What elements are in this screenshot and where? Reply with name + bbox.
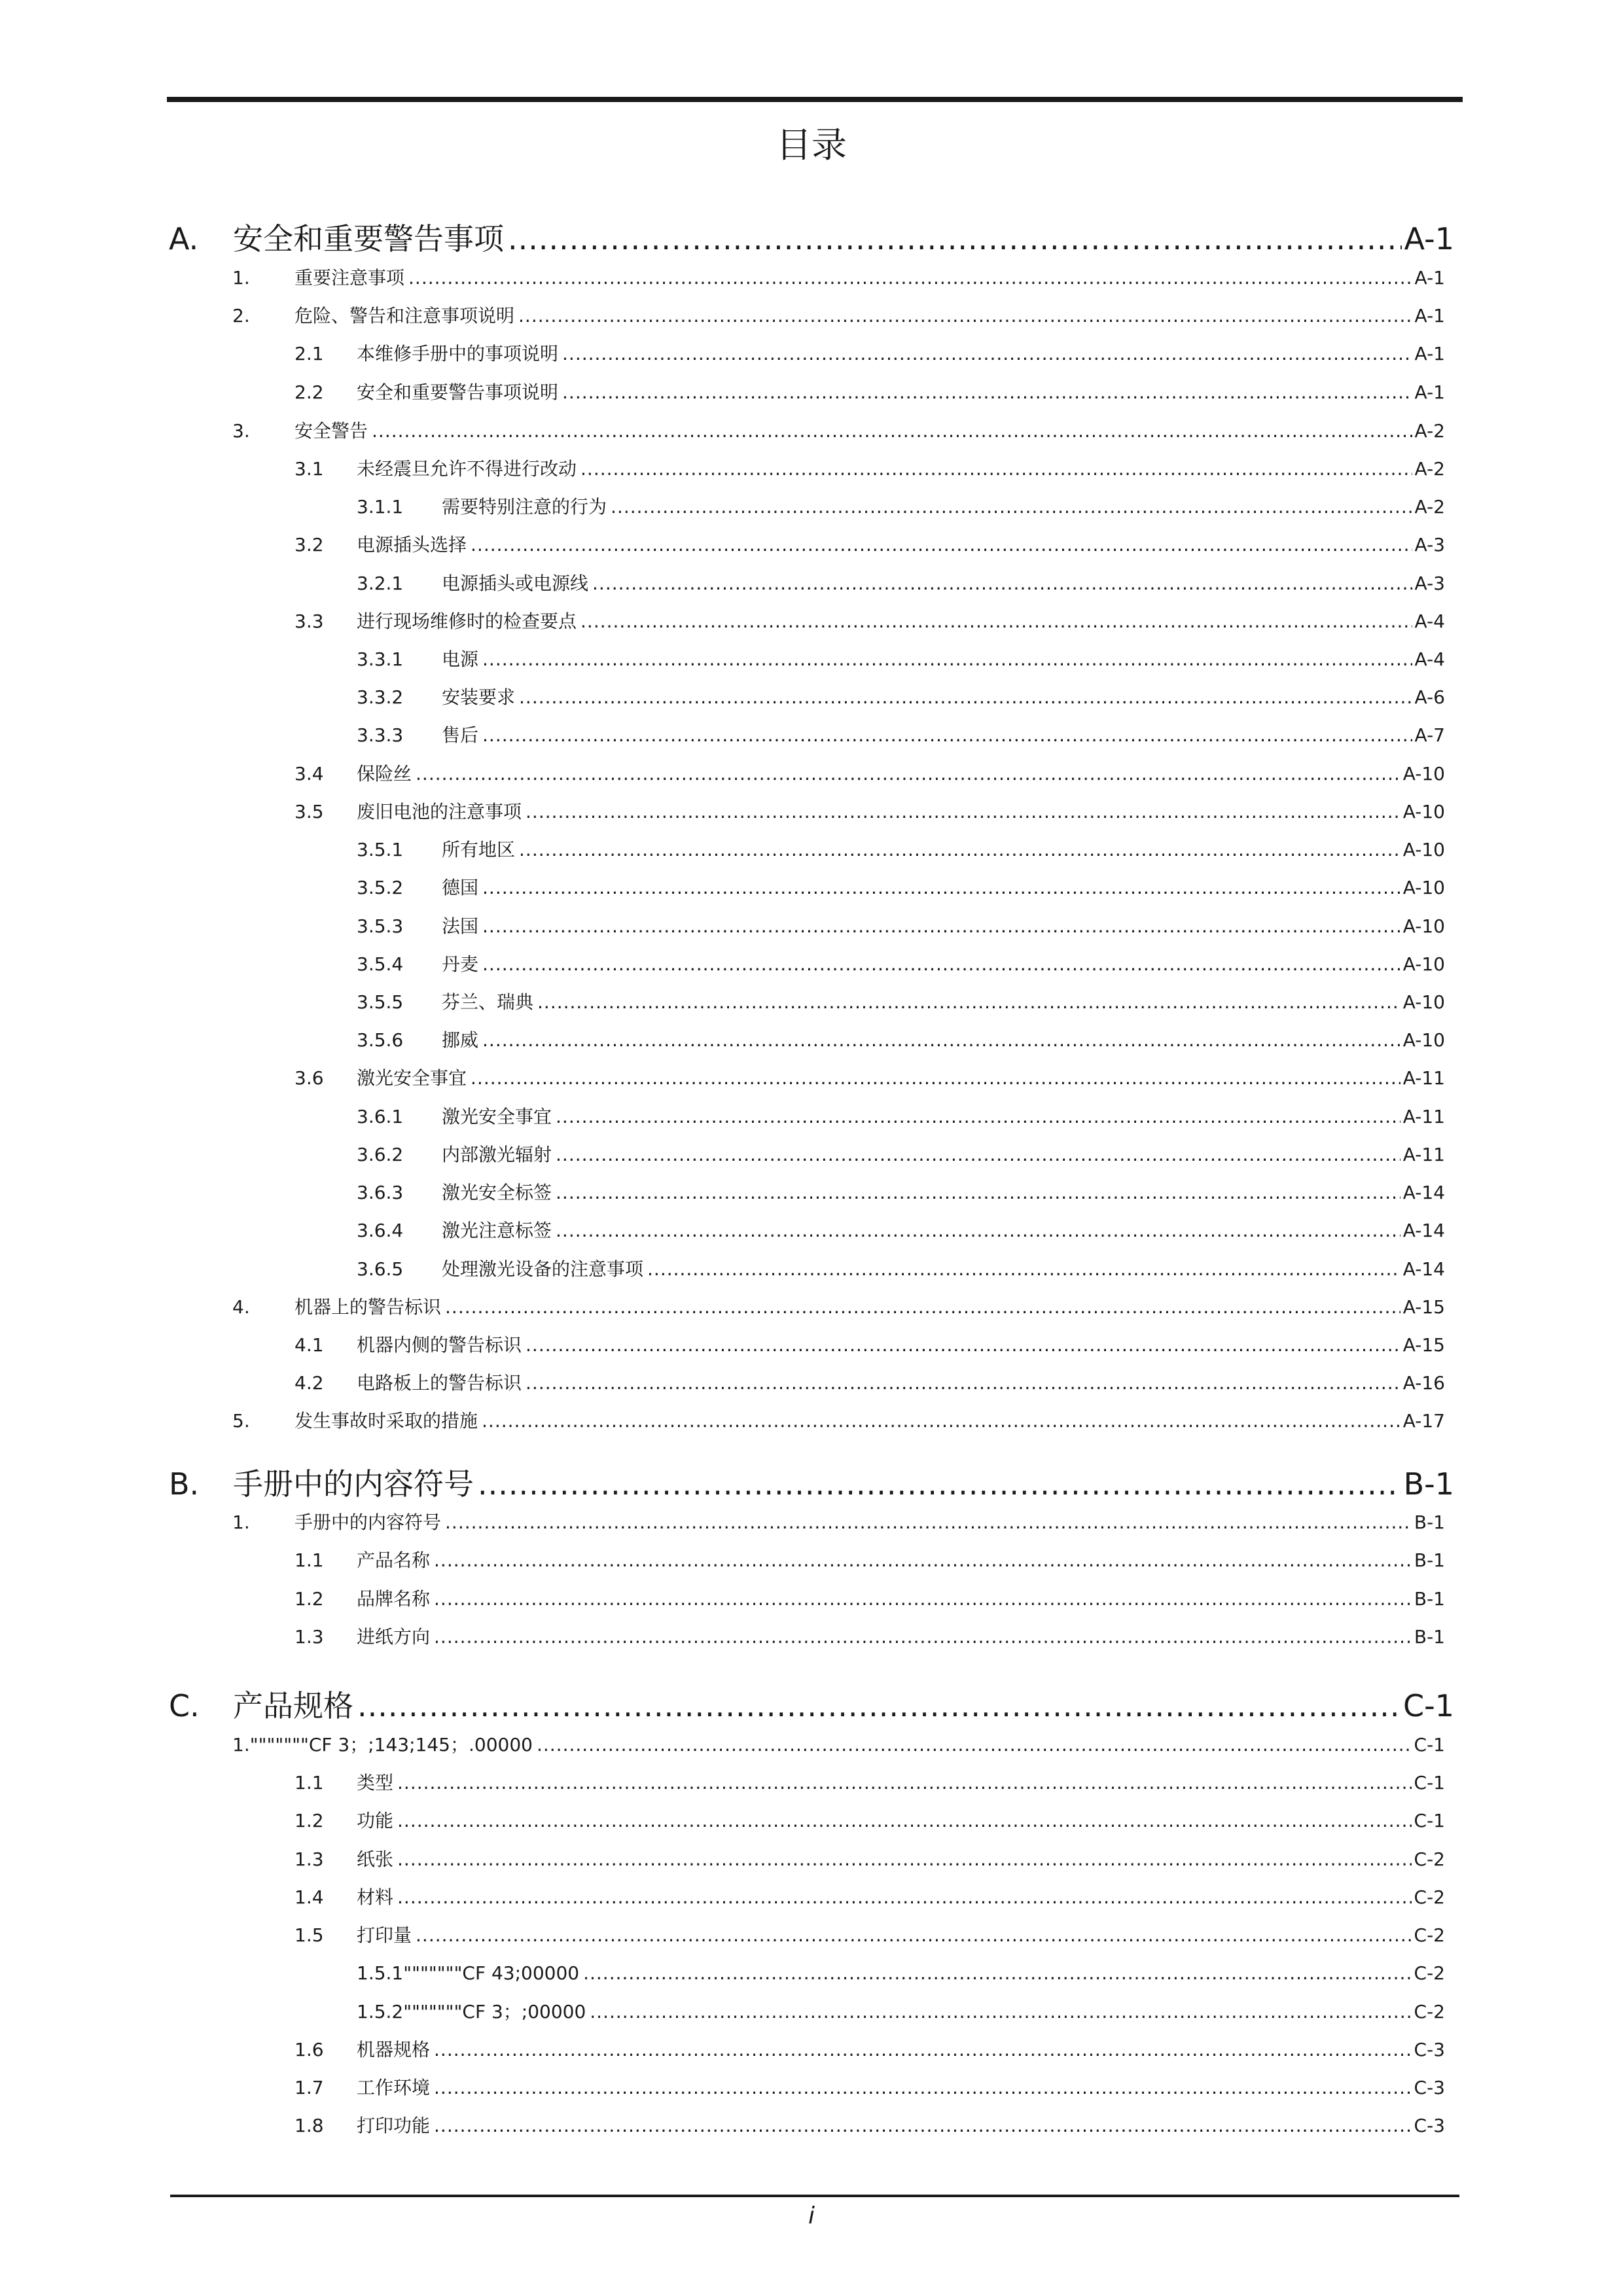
toc-entry-page: A-4 — [1414, 648, 1445, 670]
toc-entry-title: 产品规格 — [233, 1688, 353, 1723]
toc-entry-page: A-11 — [1402, 1144, 1445, 1165]
toc-entry-page: C-2 — [1414, 1962, 1445, 1984]
dot-leader — [519, 837, 1400, 863]
dot-leader — [556, 1104, 1400, 1130]
dot-leader — [583, 1960, 1411, 1987]
toc-entry-number: 3.3.3 — [357, 724, 404, 746]
toc-entry-number: 1.2 — [294, 1588, 324, 1610]
toc-entry-number: 3.3.1 — [357, 648, 404, 670]
dot-leader — [482, 913, 1400, 940]
toc-entry[interactable] — [0, 1922, 1623, 1949]
toc-entry[interactable] — [0, 380, 1623, 406]
dot-leader — [434, 2037, 1412, 2063]
toc-chapter[interactable] — [0, 1463, 1623, 1505]
toc-entry-title: 处理激光设备的注意事项 — [442, 1258, 644, 1280]
toc-entry-page: C-3 — [1414, 2077, 1445, 2098]
toc-entry-page: C-2 — [1414, 1848, 1445, 1870]
toc-entry[interactable] — [0, 1510, 1623, 1536]
toc-entry-number: 1.3 — [294, 1626, 324, 1648]
toc-entry[interactable] — [0, 875, 1623, 901]
toc-entry-title: 机器规格 — [357, 2039, 431, 2060]
toc-entry-page: A-1 — [1414, 343, 1445, 364]
dot-leader — [562, 341, 1412, 367]
toc-entry-page: A-6 — [1414, 686, 1445, 708]
toc-entry-page: A-10 — [1402, 801, 1445, 822]
toc-entry[interactable] — [0, 913, 1623, 940]
toc-entry-number: 3.5.5 — [357, 991, 404, 1013]
toc-entry-title: 内部激光辐射 — [442, 1144, 552, 1165]
page-number: i — [808, 2202, 815, 2229]
toc-entry-number: 3.2.1 — [357, 573, 404, 594]
toc-entry[interactable] — [0, 418, 1623, 444]
dot-leader — [580, 456, 1412, 482]
toc-entry-title: 机器内侧的警告标识 — [357, 1334, 522, 1356]
dot-leader — [580, 609, 1412, 635]
toc-entry-number: 3.2 — [294, 534, 324, 556]
toc-entry-title: 手册中的内容符号 — [233, 1466, 474, 1502]
toc-entry[interactable] — [0, 722, 1623, 749]
toc-entry-number: 4. — [232, 1296, 250, 1318]
toc-entry-page: A-4 — [1414, 610, 1445, 632]
dot-leader — [482, 722, 1412, 749]
toc-entry[interactable] — [0, 1027, 1623, 1053]
toc-entry-page: A-1 — [1404, 221, 1454, 256]
toc-entry-number: 1.5 — [294, 1924, 324, 1946]
toc-entry-page: A-16 — [1402, 1372, 1445, 1394]
toc-entry[interactable] — [0, 837, 1623, 863]
dot-leader — [372, 418, 1412, 444]
toc-entry[interactable] — [0, 609, 1623, 635]
toc-entry-number: 1.5.1"""""""CF 43;00000 — [357, 1962, 580, 1984]
toc-entry-page: A-10 — [1402, 991, 1445, 1013]
toc-entry[interactable] — [0, 761, 1623, 787]
dot-leader — [397, 1808, 1412, 1834]
toc-entry-number: 4.1 — [294, 1334, 324, 1356]
toc-entry-title: 电源插头选择 — [357, 534, 467, 556]
toc-entry-number: 3.5.3 — [357, 915, 404, 937]
dot-leader — [647, 1256, 1400, 1282]
toc-entry-page: A-15 — [1402, 1334, 1445, 1356]
toc-entry-number: 3.5.6 — [357, 1029, 404, 1051]
footer-rule — [170, 2195, 1459, 2197]
toc-entry-number: 3.6.1 — [357, 1106, 404, 1127]
dot-leader — [397, 1846, 1412, 1873]
toc-entry[interactable] — [0, 571, 1623, 597]
toc-entry-number: 3.3 — [294, 610, 324, 632]
toc-entry-number: 5. — [232, 1410, 250, 1432]
toc-entry-title: 激光安全事宜 — [442, 1106, 552, 1127]
dot-leader — [478, 1463, 1401, 1505]
toc-entry[interactable] — [0, 1256, 1623, 1282]
toc-entry-number: 3.1.1 — [357, 496, 404, 518]
toc-entry[interactable] — [0, 1547, 1623, 1574]
toc-entry[interactable] — [0, 1104, 1623, 1130]
dot-leader — [357, 1685, 1400, 1727]
toc-entry-number: 3.5.2 — [357, 877, 404, 898]
toc-entry-title: 电路板上的警告标识 — [357, 1372, 522, 1394]
toc-entry-page: C-1 — [1403, 1688, 1454, 1723]
toc-entry-number: 3.6.3 — [357, 1182, 404, 1203]
toc-entry[interactable] — [0, 2113, 1623, 2139]
toc-entry-title: 激光安全标签 — [442, 1182, 552, 1203]
toc-entry-number: 3.3.2 — [357, 686, 404, 708]
dot-leader — [556, 1180, 1400, 1206]
toc-entry-title: 电源 — [442, 648, 479, 670]
toc-chapter[interactable] — [0, 1685, 1623, 1727]
toc-entry-title: 纸张 — [357, 1848, 394, 1870]
toc-entry-title: 所有地区 — [442, 839, 516, 860]
toc-entry-number: C. — [169, 1688, 200, 1723]
toc-entry-title: 安全警告 — [294, 420, 368, 442]
header-rule — [167, 97, 1463, 102]
dot-leader — [482, 1408, 1400, 1434]
toc-entry[interactable] — [0, 1370, 1623, 1396]
toc-entry-number: 1.1 — [294, 1549, 324, 1571]
toc-entry-page: A-2 — [1414, 496, 1445, 518]
toc-entry-page: A-1 — [1414, 305, 1445, 327]
toc-entry[interactable] — [0, 1294, 1623, 1320]
dot-leader — [592, 571, 1412, 597]
toc-entry-page: A-2 — [1414, 420, 1445, 442]
page-title: 目录 — [776, 124, 847, 166]
toc-entry-page: A-15 — [1402, 1296, 1445, 1318]
toc-entry-page: A-10 — [1402, 839, 1445, 860]
dot-leader — [556, 1218, 1400, 1244]
toc-entry-page: A-10 — [1402, 1029, 1445, 1051]
toc-entry-number: 1.7 — [294, 2077, 324, 2098]
toc-entry-number: 3. — [232, 420, 250, 442]
dot-leader — [471, 1065, 1400, 1091]
toc-entry-number: 3.6.2 — [357, 1144, 404, 1165]
dot-leader — [482, 875, 1400, 901]
toc-entry-title: 重要注意事项 — [294, 267, 405, 289]
dot-leader — [482, 646, 1412, 673]
toc-entry-number: 3.6.5 — [357, 1258, 404, 1280]
toc-entry-title: 售后 — [442, 724, 479, 746]
dot-leader — [397, 1770, 1412, 1796]
toc-entry-title: 工作环境 — [357, 2077, 431, 2098]
toc-entry-title: 类型 — [357, 1772, 394, 1793]
toc-entry-title: 激光注意标签 — [442, 1220, 552, 1241]
toc-entry-title: 未经震旦允许不得进行改动 — [357, 458, 577, 480]
toc-entry-title: 激光安全事宜 — [357, 1067, 467, 1089]
toc-entry-page: A-14 — [1402, 1182, 1445, 1203]
toc-entry-title: 打印量 — [357, 1924, 412, 1946]
toc-entry-page: A-14 — [1402, 1258, 1445, 1280]
dot-leader — [519, 684, 1412, 711]
toc-entry[interactable] — [0, 1332, 1623, 1358]
toc-entry-number: 1.4 — [294, 1886, 324, 1908]
toc-entry[interactable] — [0, 1846, 1623, 1873]
toc-entry-page: A-10 — [1402, 915, 1445, 937]
dot-leader — [537, 989, 1400, 1016]
toc-entry-page: A-11 — [1402, 1106, 1445, 1127]
toc-entry-number: 2.1 — [294, 343, 324, 364]
toc-chapter[interactable] — [0, 218, 1623, 260]
dot-leader — [434, 1624, 1412, 1650]
toc-entry-number: 3.5.4 — [357, 953, 404, 975]
toc-entry-title: 品牌名称 — [357, 1588, 431, 1610]
toc-entry-page: A-10 — [1402, 953, 1445, 975]
toc-entry-number: 1. — [232, 1511, 250, 1533]
toc-entry-page: A-7 — [1414, 724, 1445, 746]
toc-entry-page: A-3 — [1414, 534, 1445, 556]
toc-entry-page: B-1 — [1414, 1588, 1445, 1610]
toc-entry[interactable] — [0, 341, 1623, 367]
toc-entry[interactable] — [0, 532, 1623, 558]
toc-entry[interactable] — [0, 951, 1623, 978]
toc-entry-number: 3.4 — [294, 763, 324, 785]
toc-entry-number: B. — [169, 1466, 200, 1502]
dot-leader — [434, 2113, 1412, 2139]
dot-leader — [416, 1922, 1412, 1949]
dot-leader — [526, 799, 1400, 825]
toc-entry-page: B-1 — [1414, 1511, 1445, 1533]
toc-entry-page: C-2 — [1414, 2001, 1445, 2022]
toc-entry-page: A-10 — [1402, 877, 1445, 898]
toc-entry-title: 发生事故时采取的措施 — [294, 1410, 478, 1432]
toc-entry[interactable] — [0, 1960, 1623, 1987]
toc-entry-title: 芬兰、瑞典 — [442, 991, 534, 1013]
toc-entry-number: 3.6.4 — [357, 1220, 404, 1241]
dot-leader — [556, 1142, 1400, 1168]
dot-leader — [526, 1332, 1400, 1358]
toc-entry-page: A-10 — [1402, 763, 1445, 785]
toc-entry-number: 4.2 — [294, 1372, 324, 1394]
toc-entry[interactable] — [0, 2075, 1623, 2101]
dot-leader — [611, 494, 1412, 520]
toc-entry-page: A-2 — [1414, 458, 1445, 480]
dot-leader — [537, 1732, 1412, 1758]
toc-entry-title: 丹麦 — [442, 953, 479, 975]
toc-entry-title: 材料 — [357, 1886, 394, 1908]
toc-entry[interactable] — [0, 1408, 1623, 1434]
dot-leader — [562, 380, 1412, 406]
toc-entry[interactable] — [0, 989, 1623, 1016]
toc-entry[interactable] — [0, 799, 1623, 825]
toc-entry[interactable] — [0, 684, 1623, 711]
toc-entry-title: 法国 — [442, 915, 479, 937]
toc-entry-number: 1.8 — [294, 2115, 324, 2136]
dot-leader — [434, 2075, 1412, 2101]
toc-entry-number: 1."""""""CF 3；;143;145；.00000 — [232, 1734, 533, 1756]
toc-entry-title: 进纸方向 — [357, 1626, 431, 1648]
toc-entry[interactable] — [0, 1732, 1623, 1758]
toc-entry-title: 机器上的警告标识 — [294, 1296, 442, 1318]
toc-entry-page: B-1 — [1414, 1626, 1445, 1648]
toc-entry-number: 1.5.2"""""""CF 3；;00000 — [357, 2001, 586, 2022]
dot-leader — [397, 1884, 1412, 1911]
toc-entry-page: A-11 — [1402, 1067, 1445, 1089]
toc-entry[interactable] — [0, 456, 1623, 482]
toc-entry[interactable] — [0, 1999, 1623, 2025]
toc-entry-title: 危险、警告和注意事项说明 — [294, 305, 515, 327]
dot-leader — [482, 951, 1400, 978]
dot-leader — [526, 1370, 1400, 1396]
dot-leader — [508, 218, 1402, 260]
dot-leader — [445, 1510, 1412, 1536]
toc-entry[interactable] — [0, 1142, 1623, 1168]
toc-entry-title: 本维修手册中的事项说明 — [357, 343, 559, 364]
toc-entry-page: A-17 — [1402, 1410, 1445, 1432]
toc-entry-number: 3.5.1 — [357, 839, 404, 860]
toc-entry-number: 1. — [232, 267, 250, 289]
toc-entry-page: A-14 — [1402, 1220, 1445, 1241]
toc-entry-title: 安全和重要警告事项说明 — [357, 381, 559, 403]
toc-entry[interactable] — [0, 1586, 1623, 1612]
toc-entry[interactable] — [0, 1218, 1623, 1244]
toc-entry[interactable] — [0, 1065, 1623, 1091]
toc-entry-page: C-3 — [1414, 2039, 1445, 2060]
toc-entry-title: 安全和重要警告事项 — [233, 221, 504, 256]
toc-entry-title: 保险丝 — [357, 763, 412, 785]
toc-entry-page: A-1 — [1414, 267, 1445, 289]
toc-entry-number: 3.1 — [294, 458, 324, 480]
toc-entry-page: C-1 — [1414, 1772, 1445, 1793]
toc-entry[interactable] — [0, 303, 1623, 329]
toc-entry-title: 需要特别注意的行为 — [442, 496, 607, 518]
toc-entry-number: 3.5 — [294, 801, 324, 822]
dot-leader — [445, 1294, 1400, 1320]
toc-entry-title: 德国 — [442, 877, 479, 898]
dot-leader — [471, 532, 1412, 558]
toc-entry-title: 废旧电池的注意事项 — [357, 801, 522, 822]
toc-entry-page: C-2 — [1414, 1886, 1445, 1908]
toc-entry-title: 产品名称 — [357, 1549, 431, 1571]
toc-entry-page: B-1 — [1403, 1466, 1454, 1502]
toc-entry-page: B-1 — [1414, 1549, 1445, 1571]
dot-leader — [482, 1027, 1400, 1053]
dot-leader — [416, 761, 1400, 787]
dot-leader — [590, 1999, 1411, 2025]
toc-entry-page: C-3 — [1414, 2115, 1445, 2136]
toc-entry-number: 2. — [232, 305, 250, 327]
toc-entry[interactable] — [0, 1884, 1623, 1911]
dot-leader — [434, 1586, 1412, 1612]
toc-entry[interactable] — [0, 1624, 1623, 1650]
toc-entry-title: 进行现场维修时的检查要点 — [357, 610, 577, 632]
toc-entry-title: 打印功能 — [357, 2115, 431, 2136]
dot-leader — [408, 265, 1412, 291]
toc-entry-title: 手册中的内容符号 — [294, 1511, 442, 1533]
toc-entry-number: 2.2 — [294, 381, 324, 403]
toc-entry[interactable] — [0, 2037, 1623, 2063]
toc-entry-page: A-3 — [1414, 573, 1445, 594]
toc-entry-page: A-1 — [1414, 381, 1445, 403]
toc-entry-number: 3.6 — [294, 1067, 324, 1089]
toc-entry-number: 1.2 — [294, 1810, 324, 1831]
toc-entry[interactable] — [0, 494, 1623, 520]
dot-leader — [434, 1547, 1412, 1574]
toc-entry-number: A. — [169, 221, 199, 256]
toc-entry-number: 1.1 — [294, 1772, 324, 1793]
toc-entry[interactable] — [0, 1770, 1623, 1796]
toc-entry-page: C-2 — [1414, 1924, 1445, 1946]
toc-entry[interactable] — [0, 265, 1623, 291]
toc-entry-title: 安装要求 — [442, 686, 516, 708]
toc-entry[interactable] — [0, 1180, 1623, 1206]
toc-entry-title: 电源插头或电源线 — [442, 573, 589, 594]
toc-entry[interactable] — [0, 646, 1623, 673]
toc-entry-title: 挪威 — [442, 1029, 479, 1051]
dot-leader — [518, 303, 1412, 329]
toc-entry-number: 1.6 — [294, 2039, 324, 2060]
toc-entry-number: 1.3 — [294, 1848, 324, 1870]
toc-entry-title: 功能 — [357, 1810, 394, 1831]
toc-entry-page: C-1 — [1414, 1734, 1445, 1756]
toc-entry-page: C-1 — [1414, 1810, 1445, 1831]
toc-entry[interactable] — [0, 1808, 1623, 1834]
